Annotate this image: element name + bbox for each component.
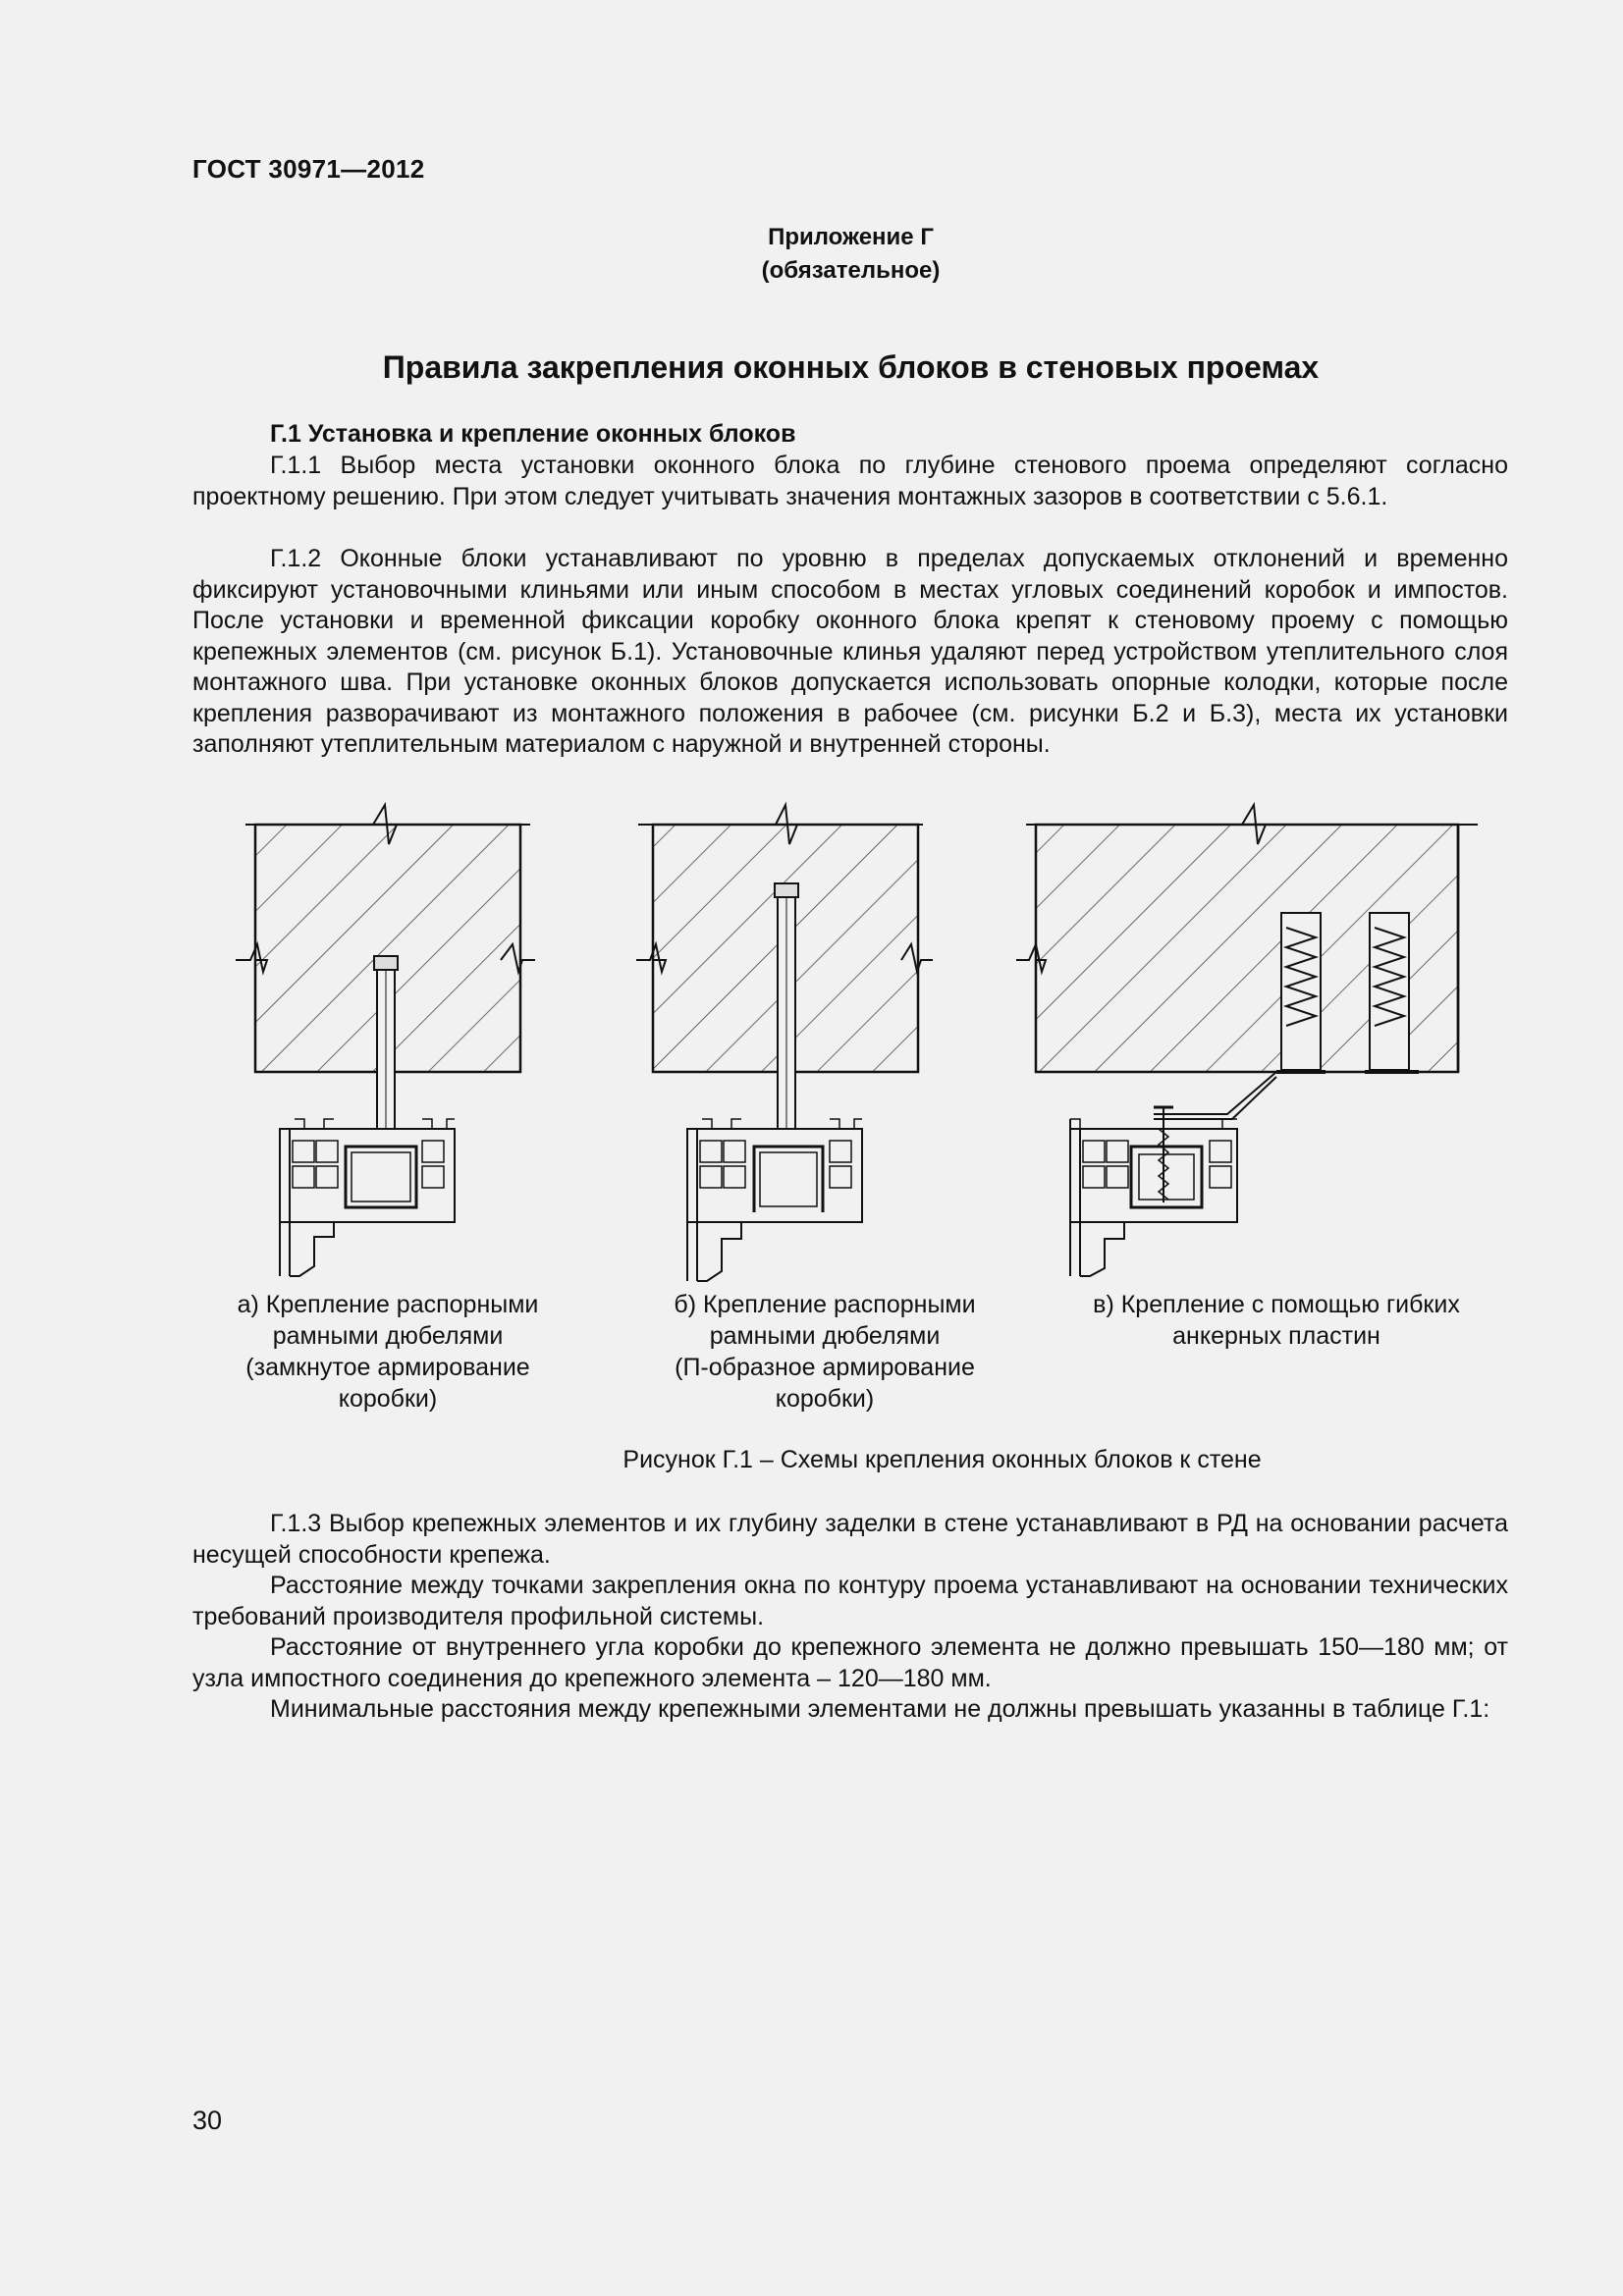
caption-b-line: коробки) xyxy=(775,1385,875,1413)
annex-label: Приложение Г xyxy=(768,224,934,250)
paragraph-g11: Г.1.1 Выбор места установки оконного блока по глубине стенового проема определяют согласно проектному решению. При этом следует учитывать значения монтажных зазоров в соответствии с 5.6.1. xyxy=(192,452,1508,510)
paragraph-distance-corner: Расстояние от внутреннего угла коробки до крепежного элемента не должно превышать 150—180 мм; от узла импостного соединения до крепежного элемента – 120—180 мм. xyxy=(192,1633,1508,1692)
caption-b-line: рамными дюбелями xyxy=(709,1322,941,1350)
document-code: ГОСТ 30971—2012 xyxy=(192,154,425,184)
caption-c-line: анкерных пластин xyxy=(1172,1322,1380,1350)
caption-a-line: (замкнутое армирование xyxy=(245,1354,530,1381)
caption-a-line: коробки) xyxy=(338,1385,438,1413)
caption-b-line: б) Крепление распорными xyxy=(674,1291,976,1318)
annex-status: (обязательное) xyxy=(761,257,941,284)
paragraph-min-distances: Минимальные расстояния между крепежными элементами не должны превышать указанны в таблице Г.1: xyxy=(270,1695,1490,1723)
frame-dowel-a xyxy=(374,956,398,1129)
window-profile-c xyxy=(1070,1107,1237,1276)
section-heading: Г.1 Установка и крепление оконных блоков xyxy=(270,420,796,448)
diagram-a xyxy=(236,805,535,1276)
page-title: Правила закрепления оконных блоков в стеновых проемах xyxy=(382,349,1320,385)
caption-b xyxy=(658,1289,992,1415)
caption-a-line: рамными дюбелями xyxy=(272,1322,504,1350)
window-profile-b xyxy=(687,1119,862,1281)
page-number: 30 xyxy=(192,2106,223,2135)
caption-a-line: а) Крепление распорными xyxy=(237,1291,539,1318)
caption-c-line: в) Крепление с помощью гибких xyxy=(1093,1291,1460,1318)
figure-title: Рисунок Г.1 – Схемы крепления оконных блоков к стене xyxy=(622,1446,1262,1473)
paragraph-g13: Г.1.3 Выбор крепежных элементов и их глубину заделки в стене устанавливают в РД на основании расчета несущей способности крепежа. xyxy=(192,1510,1508,1569)
frame-dowel-b xyxy=(775,883,798,1132)
paragraph-g12: Г.1.2 Оконные блоки устанавливают по уровню в пределах допускаемых отклонений и временно фиксируют установочными клиньями или иным способом в местах угловых соединений коробок и импостов. После установки и временной фиксации коробку оконного блока крепят к стеновому проему с помощью крепежных элементов (см. рисунок Б.1). Установочные клинья удаляют перед устройством утеплительного слоя монтажного шва. При установке оконных блоков допускается использовать опорные колодки, которые после крепления разворачивают из монтажного положения в рабочее (см. рисунки Б.2 и Б.3), места их установки заполняют утеплительным материалом с наружной и внутренней стороны. xyxy=(192,545,1508,758)
diagram-c xyxy=(1016,805,1478,1276)
window-profile-a xyxy=(280,1119,455,1276)
caption-b-line: (П-образное армирование xyxy=(675,1354,975,1381)
diagram-b xyxy=(636,805,933,1281)
caption-a xyxy=(231,1289,545,1415)
paragraph-distance-contour: Расстояние между точками закрепления окна по контуру проема устанавливают на основании технических требований производителя профильной системы. xyxy=(192,1572,1508,1630)
caption-c xyxy=(1060,1289,1492,1352)
